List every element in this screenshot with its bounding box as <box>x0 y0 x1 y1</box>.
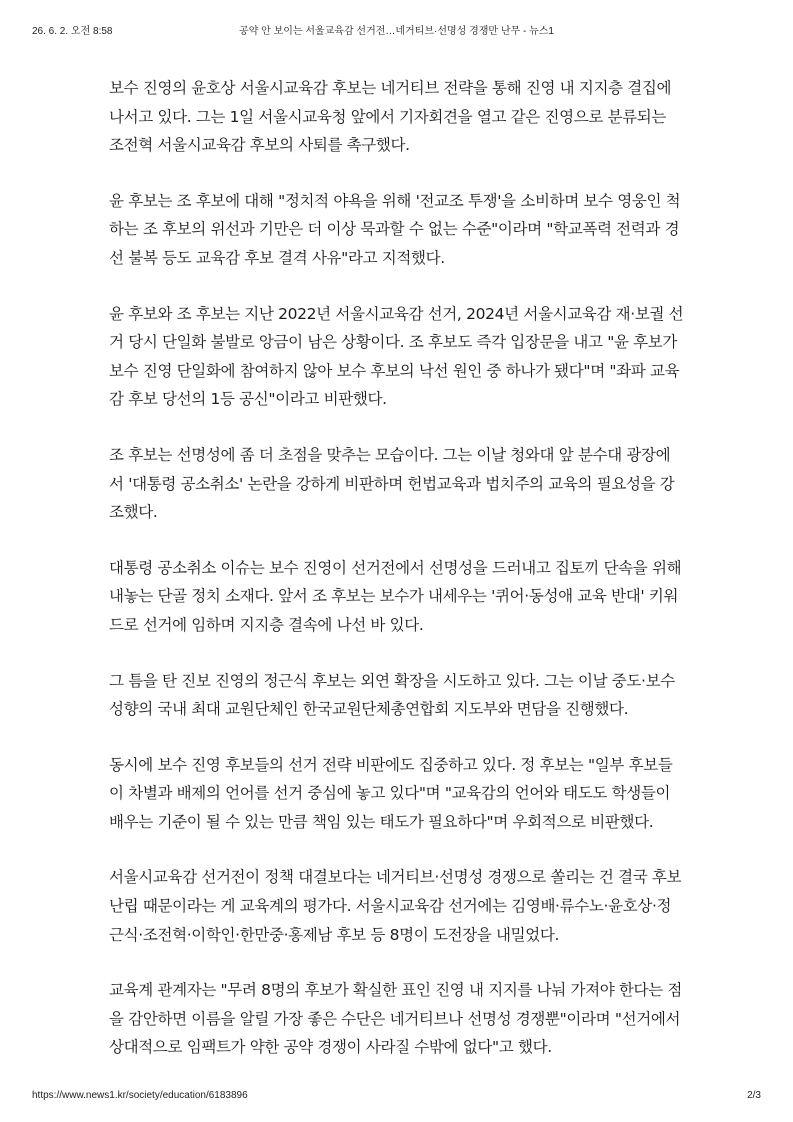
article-paragraph: 조 후보는 선명성에 좀 더 초점을 맞추는 모습이다. 그는 이날 청와대 앞 분수대 광장에서 '대통령 공소취소' 논란을 강하게 비판하며 헌법교육과 법치주의 교육의 필요성을 강조했다. <box>109 445 675 522</box>
print-header <box>0 22 793 36</box>
article-body <box>109 74 684 1089</box>
article-paragraph: 대통령 공소취소 이슈는 보수 진영이 선거전에서 선명성을 드러내고 집토끼 단속을 위해 내놓는 단골 정치 소재다. 앞서 조 후보는 보수가 내세우는 '퀴어·동성애 교육 반대' 키워드로 선거에 임하며 지지층 결속에 나선 바 있다. <box>109 558 682 634</box>
article-paragraph: 윤 후보와 조 후보는 지난 2022년 서울시교육감 선거, 2024년 서울시교육감 재·보궐 선거 당시 단일화 불발로 앙금이 남은 상황이다. 조 후보도 즉각 입장문을 내고 "윤 후보가 보수 진영 단일화에 참여하지 않아 보수 후보의 낙선 원인 중 하나가 됐다"며 "좌파 교육감 후보 당선의 1등 공신"이라고 비판했다. <box>109 304 684 409</box>
article-paragraph: 동시에 보수 진영 후보들의 선거 전략 비판에도 집중하고 있다. 정 후보는 "일부 후보들이 차별과 배제의 언어를 선거 중심에 놓고 있다"며 "교육감의 언어와 태도도 학생들이 배우는 기준이 될 수 있는 만큼 책임 있는 태도가 필요하다"며 우회적으로 비판했다. <box>109 755 673 831</box>
article-paragraph: 서울시교육감 선거전이 정책 대결보다는 네거티브·선명성 경쟁으로 쏠리는 건 결국 후보 난립 때문이라는 게 교육계의 평가다. 서울시교육감 선거에는 김영배·류수노·윤호상·정근식·조전혁·이학인·한만중·홍제남 후보 등 8명이 도전장을 내밀었다. <box>109 868 682 944</box>
article-paragraph: 그 틈을 탄 진보 진영의 정근식 후보는 외연 확장을 시도하고 있다. 그는 이날 중도·보수성향의 국내 최대 교원단체인 한국교원단체총연합회 지도부와 면담을 진행했다. <box>109 671 675 719</box>
article-paragraph: 보수 진영의 윤호상 서울시교육감 후보는 네거티브 전략을 통해 진영 내 지지층 결집에 나서고 있다. 그는 1일 서울시교육청 앞에서 기자회견을 열고 같은 진영으로 분류되는 조전혁 서울시교육감 후보의 사퇴를 촉구했다. <box>109 79 672 155</box>
article-paragraph: 윤 후보는 조 후보에 대해 "정치적 야욕을 위해 '전교조 투쟁'을 소비하며 보수 영웅인 척하는 조 후보의 위선과 기만은 더 이상 묵과할 수 없는 수준"이라며 "학교폭력 전력과 경선 불복 등도 교육감 후보 결격 사유"라고 지적했다. <box>109 191 681 267</box>
article-paragraph: 교육계 관계자는 "무려 8명의 후보가 확실한 표인 진영 내 지지를 나눠 가져야 한다는 점을 감안하면 이름을 알릴 가장 좋은 수단은 네거티브나 선명성 경쟁뿐"이라며 "선거에서 상대적으로 임팩트가 약한 공약 경쟁이 사라질 수밖에 없다"고 했다. <box>109 981 682 1057</box>
print-page-number: 2/3 <box>747 1090 761 1101</box>
print-page-title: 공약 안 보이는 서울교육감 선거전…네거티브·선명성 경쟁만 난무 - 뉴스1 <box>239 26 554 37</box>
print-footer <box>0 1090 793 1104</box>
print-url[interactable]: https://www.news1.kr/society/education/6183896 <box>32 1090 248 1101</box>
print-datetime: 26. 6. 2. 오전 8:58 <box>32 26 113 37</box>
